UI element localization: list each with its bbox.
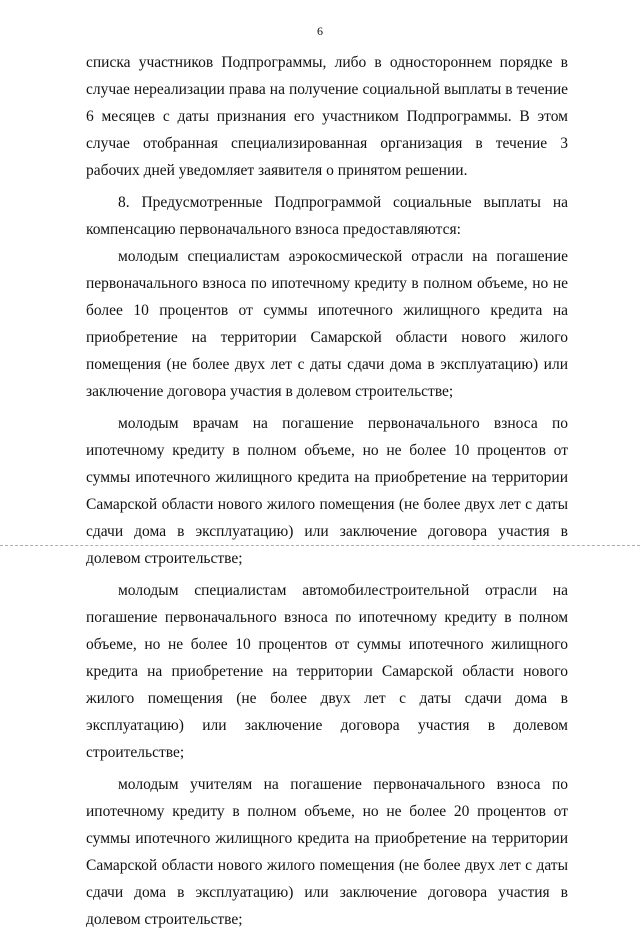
paragraph-young-teachers: молодым учителям на погашение первоначального взноса по ипотечному кредиту в полном объеме, но не более 20 процентов от суммы ипотечного жилищного кредита на приобретение на территории Самарской области нового жилого помещения (не более двух лет с даты сдачи дома в эксплуатацию) или заключение договора участия в долевом строительстве;	[86, 776, 568, 928]
paragraph-young-doctors: молодым врачам на погашение первоначального взноса по ипотечному кредиту в полном объеме, но не более 10 процентов от суммы ипотечного жилищного кредита на приобретение на территории Самарской области нового жилого помещения (не более двух лет с даты сдачи дома в эксплуатацию) или заключение договора участия в долевом строительстве;	[86, 415, 568, 567]
paragraph-item-8: 8. Предусмотренные Подпрограммой социальные выплаты на компенсацию первоначального взноса предоставляются:	[86, 194, 568, 238]
page-number: 6	[317, 24, 323, 38]
paragraph-automotive-specialists: молодым специалистам автомобилестроительной отрасли на погашение первоначального взноса по ипотечному кредиту в полном объеме, но не более 10 процентов от суммы ипотечного жилищного кредита на приобретение на территории Самарской области нового жилого помещения (не более двух лет с даты сдачи дома в эксплуатацию) или заключение договора участия в долевом строительстве;	[86, 582, 568, 761]
document-body	[86, 49, 568, 933]
paragraph-aerospace-specialists: молодым специалистам аэрокосмической отрасли на погашение первоначального взноса по ипотечному кредиту в полном объеме, но не более 10 процентов от суммы ипотечного жилищного кредита на приобретение на территории Самарской области нового жилого помещения (не более двух лет с даты сдачи дома в эксплуатацию) или заключение договора участия в долевом строительстве;	[86, 248, 568, 400]
paragraph-continuation: списка участников Подпрограммы, либо в одностороннем порядке в случае нереализации права на получение социальной выплаты в течение 6 месяцев с даты признания его участником Подпрограммы. В этом случае отобранная специализированная организация в течение 3 рабочих дней уведомляет заявителя о принятом решении.	[86, 54, 568, 179]
